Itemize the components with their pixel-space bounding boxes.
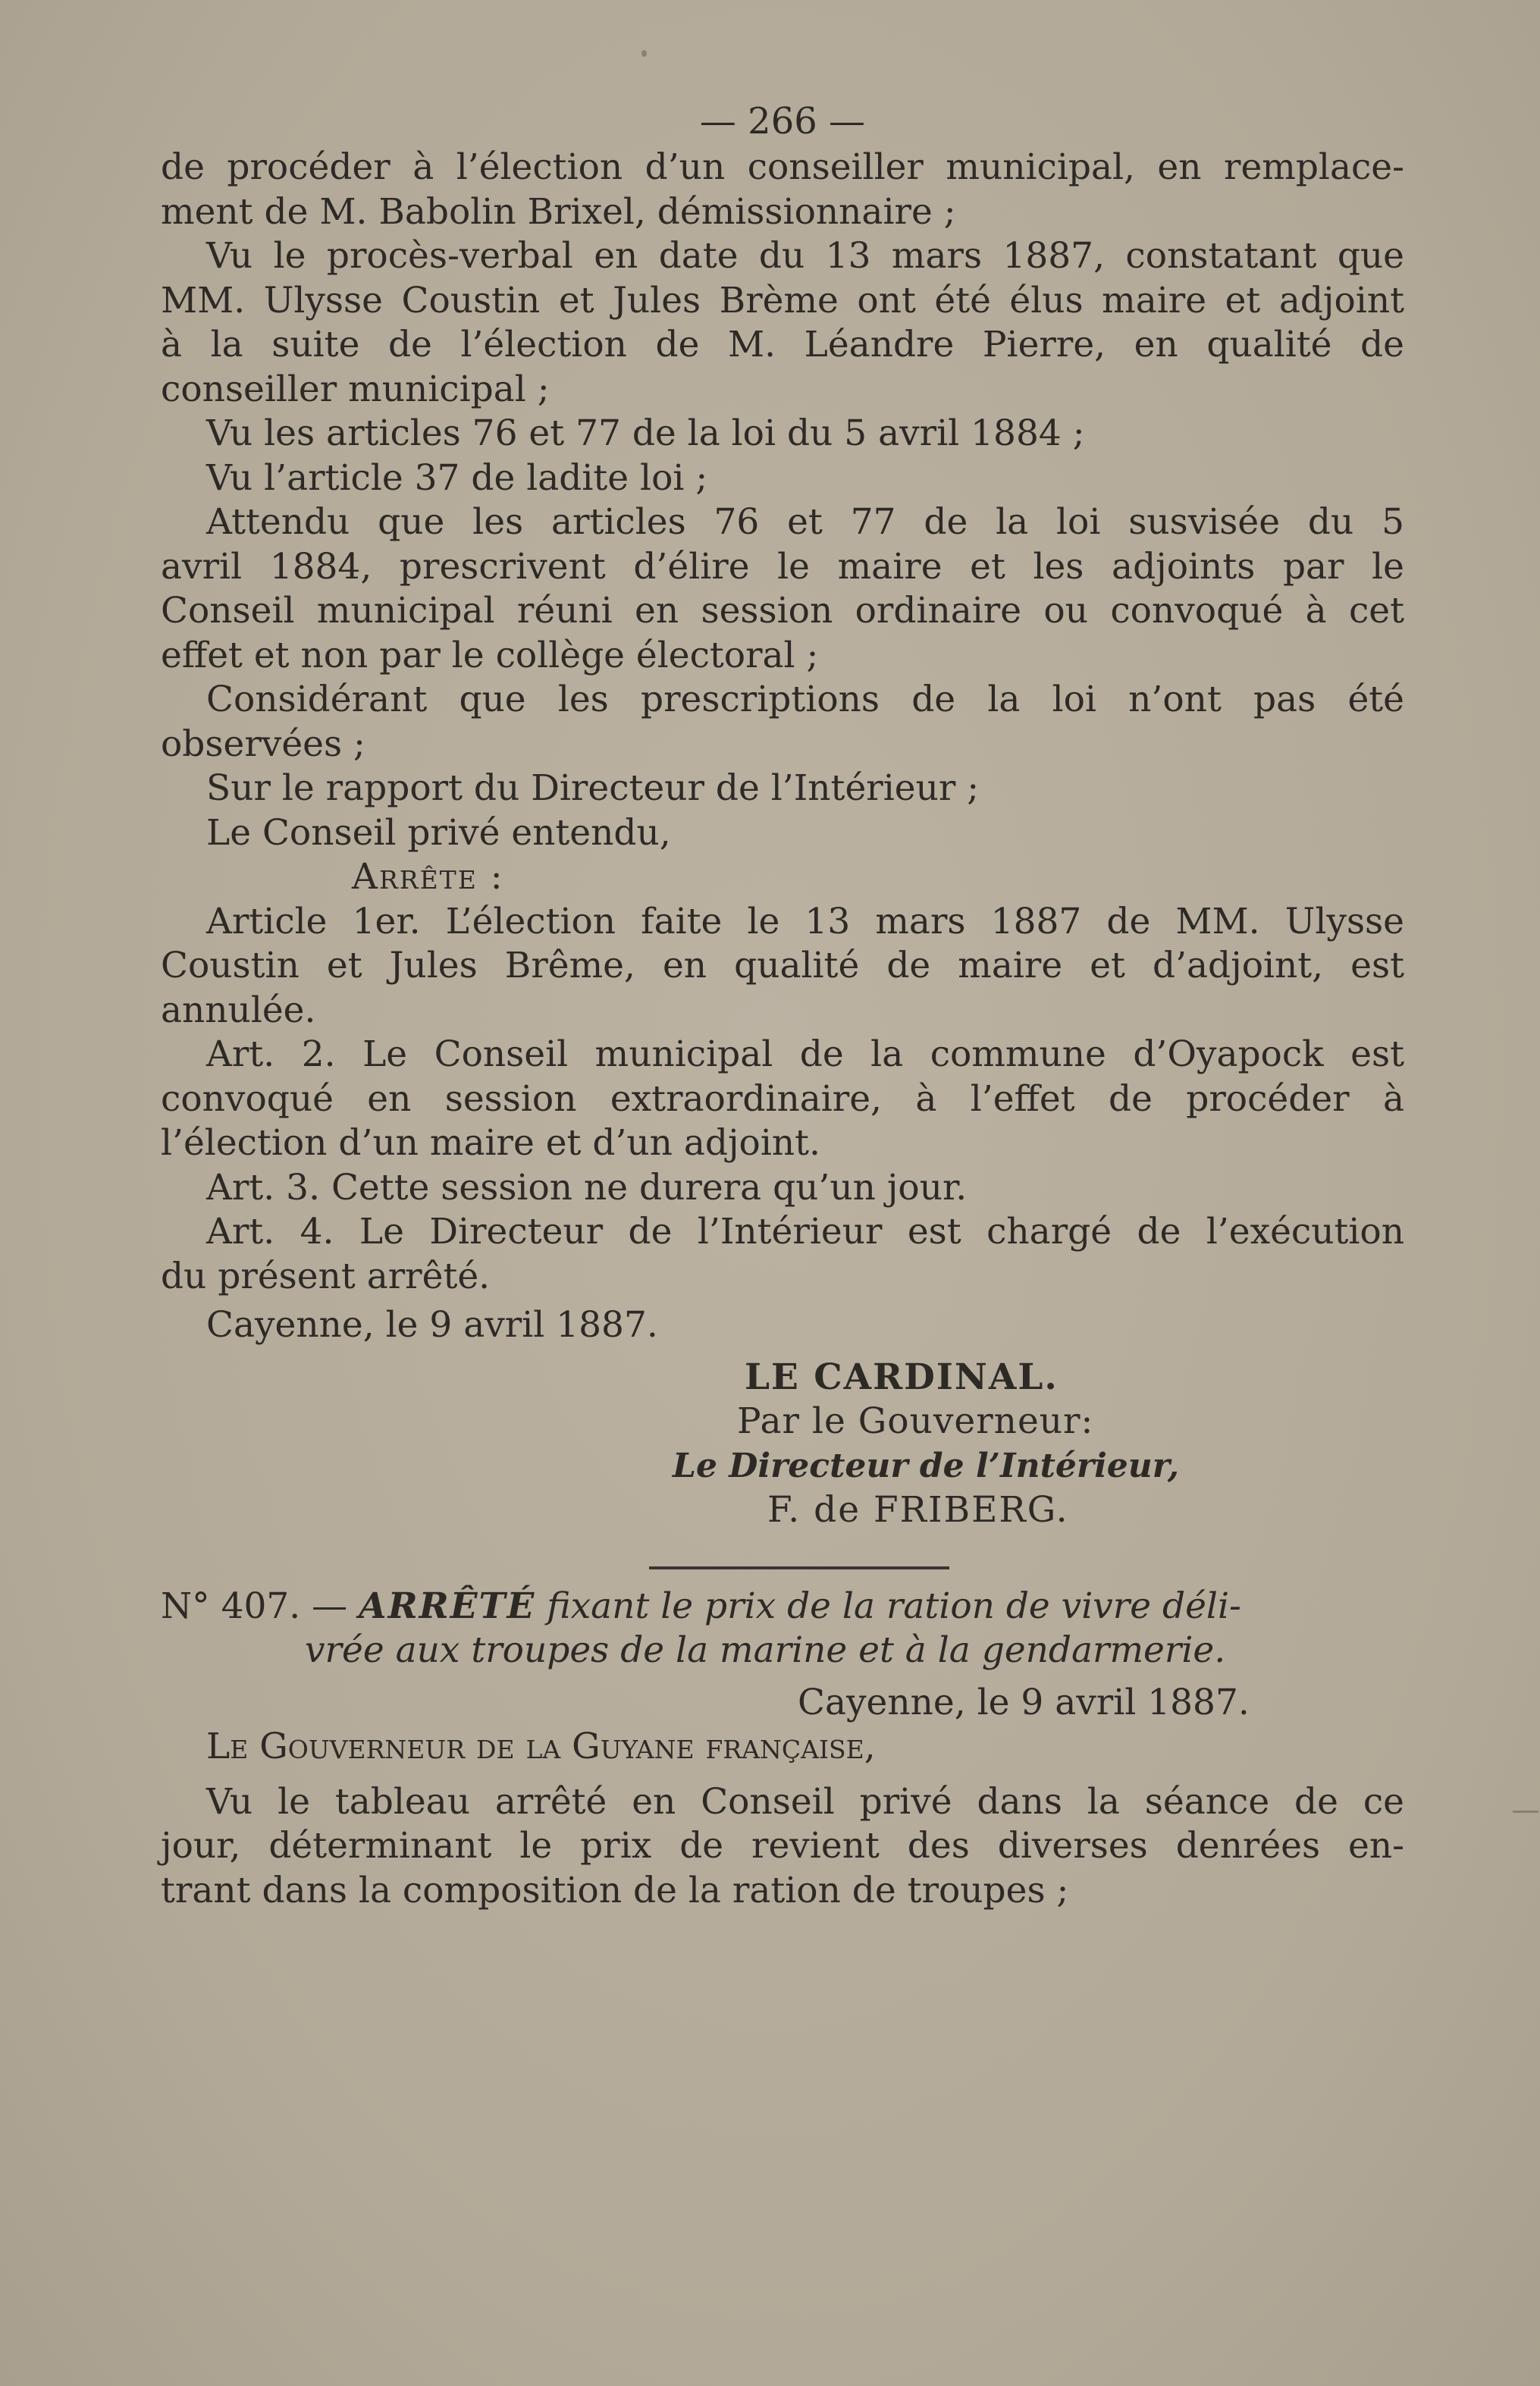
ink-speck — [641, 50, 647, 57]
signature-by: Par le Gouverneur: — [737, 1400, 1094, 1442]
place-date: Cayenne, le 9 avril 1887. — [206, 1304, 658, 1346]
article-line: convoqué en session extraordinaire, à l’effet de procéder à — [161, 1077, 1404, 1120]
act-preamble — [161, 1725, 1404, 1770]
text-line: effet et non par le collège électoral ; — [161, 634, 819, 676]
article-line: Article 1er. L’élection faite le 13 mars 1887 de MM. Ulysse — [206, 900, 1404, 942]
text-line: observées ; — [161, 723, 365, 765]
text-line: de procéder à l’élection d’un conseiller municipal, en remplace- — [161, 146, 1404, 188]
signature-title: Le Directeur de l’Intérieur, — [673, 1446, 1180, 1485]
text-line: avril 1884, prescrivent d’élire le maire et les adjoints par le — [161, 545, 1404, 588]
article-line: l’élection d’un maire et d’un adjoint. — [161, 1122, 820, 1164]
article-line: Art. 3. Cette session ne durera qu’un jour. — [206, 1166, 968, 1209]
text-line: Sur le rapport du Directeur de l’Intérieur ; — [206, 767, 980, 809]
text-line: Vu l’article 37 de ladite loi ; — [206, 456, 708, 499]
signature-signer: F. de FRIBERG. — [767, 1489, 1069, 1531]
act-number: N° 407. — [161, 1585, 301, 1627]
act-title-line-1: fixant le prix de la ration de vivre déli- — [547, 1585, 1241, 1627]
article-line: Art. 2. Le Conseil municipal de la commune d’Oyapock est — [206, 1033, 1404, 1075]
act-title-line-2: vrée aux troupes de la marine et à la gendarmerie. — [305, 1629, 1226, 1671]
text-line: Vu le procès-verbal en date du 13 mars 1887, constatant que — [206, 235, 1404, 277]
article-line: Coustin et Jules Brême, en qualité de maire et d’adjoint, est — [161, 945, 1404, 986]
article-line: Art. 4. Le Directeur de l’Intérieur est chargé de l’exécution — [206, 1211, 1404, 1253]
text-line: à la suite de l’élection de M. Léandre Pierre, en qualité de — [161, 324, 1404, 365]
preamble-text: Le Gouverneur de la Guyane française, — [206, 1726, 876, 1767]
signature-name: LE CARDINAL. — [745, 1356, 1059, 1398]
text-line: ment de M. Babolin Brixel, démissionnaire ; — [161, 190, 956, 233]
section-divider — [649, 1566, 949, 1569]
text-line: Conseil municipal réuni en session ordinaire ou convoqué à cet — [161, 590, 1404, 632]
text-line: conseiller municipal ; — [161, 368, 550, 410]
text-line: MM. Ulysse Coustin et Jules Brème ont été élus maire et adjoint — [161, 279, 1404, 321]
act-dash: — — [312, 1585, 348, 1627]
text-line: Vu les articles 76 et 77 de la loi du 5 avril 1884 ; — [206, 412, 1085, 454]
arrete-heading: Arrête : — [352, 856, 504, 898]
text-line: Le Conseil privé entendu, — [206, 811, 671, 854]
text-line: Vu le tableau arrêté en Conseil privé dans la séance de ce — [206, 1780, 1404, 1823]
text-line: Considérant que les prescriptions de la loi n’ont pas été — [206, 679, 1404, 720]
text-line: trant dans la composition de la ration de troupes ; — [161, 1869, 1069, 1911]
act-date: Cayenne, le 9 avril 1887. — [798, 1681, 1250, 1723]
article-line: du présent arrêté. — [161, 1255, 491, 1297]
act-heading-line-1 — [161, 1585, 1404, 1629]
text-line: Attendu que les articles 76 et 77 de la loi susvisée du 5 — [206, 501, 1404, 543]
document-body — [161, 91, 1404, 1913]
text-line: jour, déterminant le prix de revient des diverses denrées en- — [161, 1825, 1404, 1867]
page-number: — 266 — — [699, 100, 866, 143]
spacer — [161, 1770, 1404, 1780]
article-line: annulée. — [161, 989, 316, 1031]
act-kind: ARRÊTÉ — [359, 1585, 536, 1627]
edge-mark — [1513, 1811, 1538, 1813]
